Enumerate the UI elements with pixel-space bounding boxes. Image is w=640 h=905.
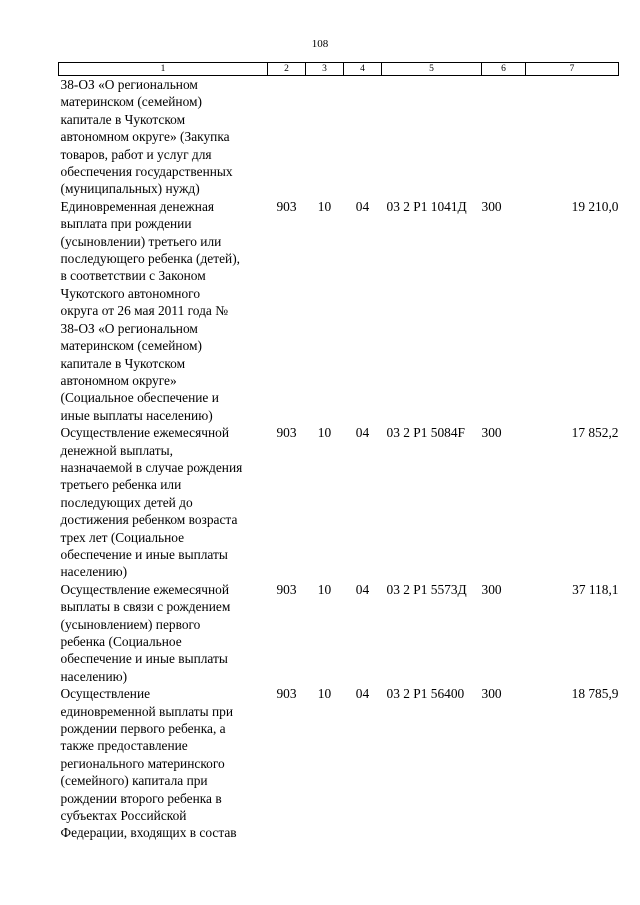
row-name-line: (семейного) капитала при xyxy=(60,773,208,789)
row-name-line: последующих детей до xyxy=(60,494,193,510)
row-section-cell: 10 xyxy=(317,686,332,702)
row-target-article-cell: 03 2 P1 5084F xyxy=(386,425,465,441)
row-name-line: выплата при рождении xyxy=(60,216,192,232)
row-name-cell xyxy=(59,581,268,685)
row-name-line: Осуществление ежемесячной xyxy=(60,581,229,597)
row-name-cell xyxy=(59,424,268,581)
row-grbs-cell xyxy=(268,76,306,198)
row-subsection-cell xyxy=(344,76,382,198)
row-target-article-cell xyxy=(382,76,482,198)
row-name-line: автономном округе» (Закупка xyxy=(60,129,230,145)
header-col-2: 2 xyxy=(268,63,306,76)
row-amount-cell xyxy=(526,76,619,198)
row-amount-cell: 18 785,9 xyxy=(571,686,619,702)
row-name-line: достижения ребенком возраста xyxy=(60,512,238,528)
row-name-line: капитале в Чукотском xyxy=(60,111,186,127)
row-name-cell xyxy=(59,198,268,424)
row-name-line: обеспечения государственных xyxy=(60,164,233,180)
row-expense-type-cell: 300 xyxy=(481,686,502,702)
row-name-line: Чукотского автономного xyxy=(60,285,201,301)
row-grbs-cell: 903 xyxy=(276,425,297,441)
header-col-3: 3 xyxy=(306,63,344,76)
table-row xyxy=(59,198,619,424)
row-subsection-cell: 04 xyxy=(355,581,370,597)
row-expense-type-cell xyxy=(482,76,526,198)
row-amount-cell: 37 118,1 xyxy=(572,581,619,597)
row-name-line: Осуществление xyxy=(60,686,151,702)
row-name-line: регионального материнского xyxy=(60,755,225,771)
row-name-line: выплаты в связи с рождением xyxy=(60,599,231,615)
row-name-line: денежной выплаты, xyxy=(60,442,173,458)
header-row xyxy=(59,63,619,76)
table-body xyxy=(59,76,619,842)
row-name-line: материнском (семейном) xyxy=(60,338,202,354)
row-amount-cell: 17 852,2 xyxy=(571,425,619,441)
row-name-line: округа от 26 мая 2011 года № xyxy=(60,303,228,319)
row-section-cell: 10 xyxy=(317,198,332,214)
table-row xyxy=(59,76,619,198)
row-name-line: (Социальное обеспечение и xyxy=(60,390,219,406)
row-expense-type-cell: 300 xyxy=(481,425,502,441)
header-col-1: 1 xyxy=(59,63,268,76)
row-name-line: обеспечение и иные выплаты xyxy=(60,651,228,667)
header-col-4: 4 xyxy=(344,63,382,76)
header-col-6: 6 xyxy=(482,63,526,76)
row-name-line: 38-ОЗ «О региональном xyxy=(60,77,198,92)
row-name-line: третьего ребенка или xyxy=(60,477,182,493)
row-name-cell xyxy=(59,76,268,198)
row-name-line: трех лет (Социальное xyxy=(60,529,185,545)
row-name-line: назначаемой в случае рождения xyxy=(60,459,243,475)
table-row xyxy=(59,424,619,581)
row-name-line: Единовременная денежная xyxy=(60,198,215,214)
row-name-line: иные выплаты населению) xyxy=(60,407,213,423)
row-name-line: последующего ребенка (детей), xyxy=(60,251,241,267)
row-expense-type-cell: 300 xyxy=(481,198,502,214)
row-subsection-cell: 04 xyxy=(355,686,370,702)
page-number: 108 xyxy=(311,38,329,50)
row-grbs-cell: 903 xyxy=(276,198,297,214)
row-target-article-cell: 03 2 P1 5573Д xyxy=(386,581,467,597)
row-name-line: (усыновлении) третьего или xyxy=(60,233,222,249)
table-row xyxy=(59,581,619,685)
row-target-article-cell: 03 2 P1 1041Д xyxy=(386,198,467,214)
row-name-line: в соответствии с Законом xyxy=(60,268,206,284)
row-section-cell: 10 xyxy=(317,581,332,597)
row-section-cell xyxy=(306,76,344,198)
row-name-line: населению) xyxy=(60,668,128,684)
row-name-line: автономном округе» xyxy=(60,372,177,388)
header-col-5: 5 xyxy=(382,63,482,76)
row-subsection-cell: 04 xyxy=(355,425,370,441)
row-name-line: обеспечение и иные выплаты xyxy=(60,546,228,562)
row-grbs-cell: 903 xyxy=(276,581,297,597)
row-name-line: (усыновлением) первого xyxy=(60,616,201,632)
row-grbs-cell: 903 xyxy=(276,686,297,702)
row-name-cell xyxy=(59,685,268,842)
row-subsection-cell: 04 xyxy=(355,198,370,214)
row-name-line: капитале в Чукотском xyxy=(60,355,186,371)
row-name-line: единовременной выплаты при xyxy=(60,703,234,719)
row-name-line: материнском (семейном) xyxy=(60,94,202,110)
budget-table xyxy=(58,62,619,842)
table-row xyxy=(59,685,619,842)
row-section-cell: 10 xyxy=(317,425,332,441)
row-name-line: 38-ОЗ «О региональном xyxy=(60,320,198,336)
row-expense-type-cell: 300 xyxy=(481,581,502,597)
header-col-7: 7 xyxy=(526,63,619,76)
table-header xyxy=(59,63,619,76)
row-name-line: населению) xyxy=(60,564,128,580)
row-name-line: Федерации, входящих в состав xyxy=(60,825,237,841)
row-amount-cell: 19 210,0 xyxy=(571,198,619,214)
row-name-line: ребенка (Социальное xyxy=(60,634,182,649)
row-name-line: также предоставление xyxy=(60,738,188,754)
row-name-line: рождении второго ребенка в xyxy=(60,790,222,806)
row-target-article-cell: 03 2 P1 56400 xyxy=(386,686,465,702)
row-name-line: Осуществление ежемесячной xyxy=(60,425,229,441)
row-name-line: рождении первого ребенка, а xyxy=(60,721,226,737)
row-name-line: товаров, работ и услуг для xyxy=(60,146,212,162)
row-name-line: (муниципальных) нужд) xyxy=(60,181,200,197)
row-name-line: субъектах Российской xyxy=(60,808,187,824)
